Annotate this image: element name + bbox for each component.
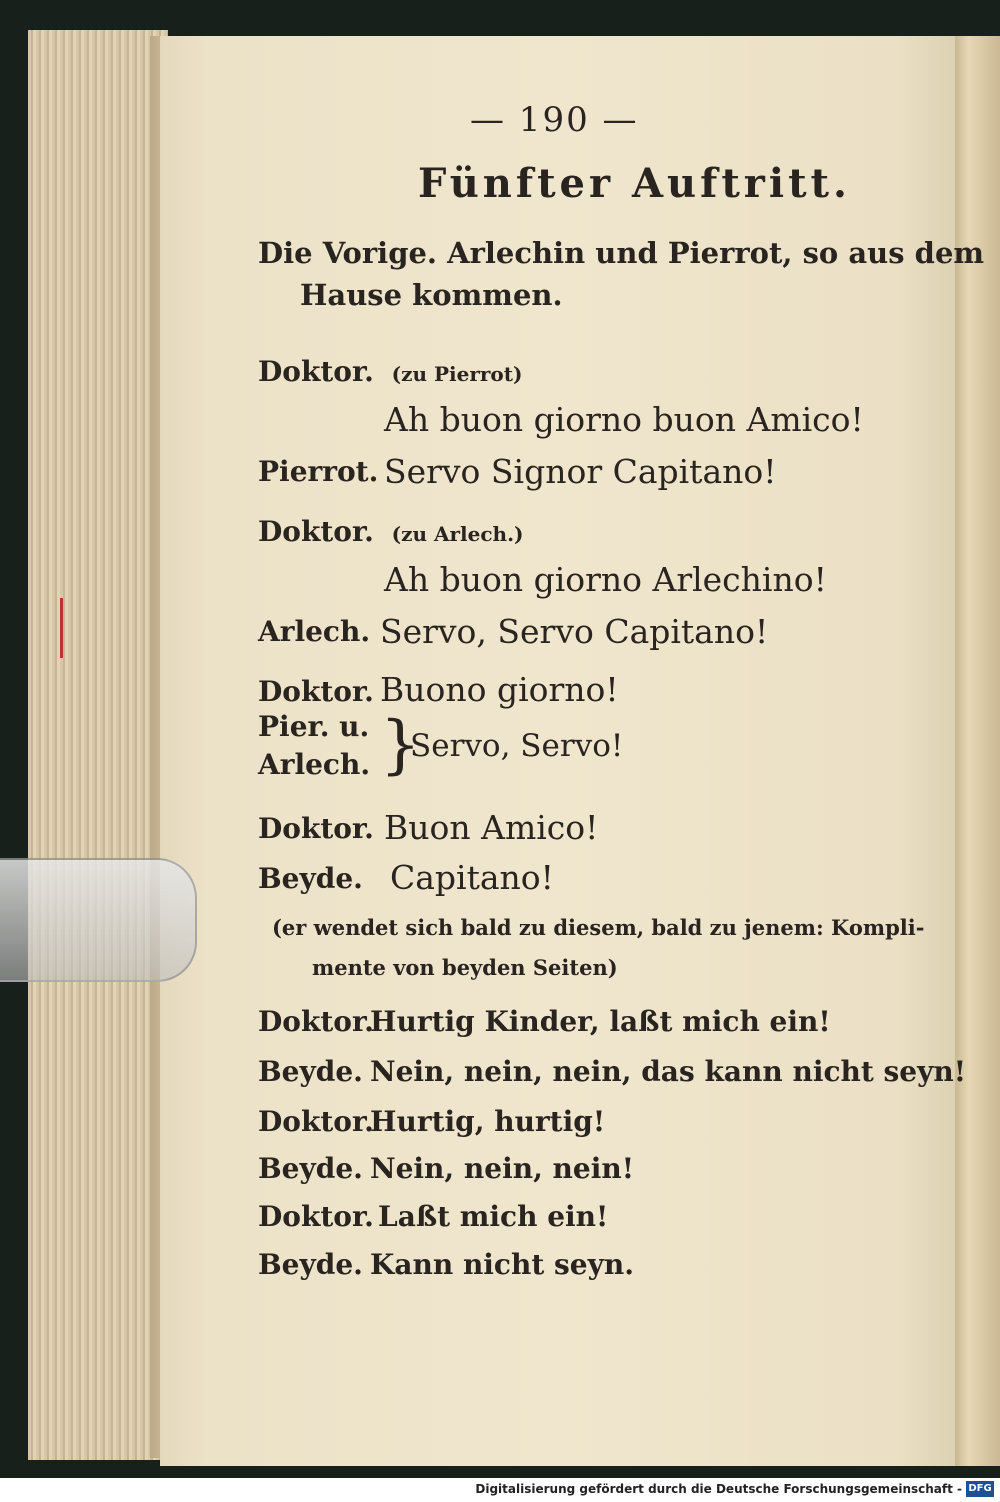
speaker-name: Arlech. [258,615,371,648]
stage-direction-inline: (zu Arlech.) [391,522,524,546]
intro-line-1: Die Vorige. Arlechin und Pierrot, so aus dem [258,236,985,270]
dialogue-text: Buon Amico! [384,808,599,847]
speaker-name: Beyde. [258,862,363,895]
dialogue-text: Nein, nein, nein! [370,1152,635,1185]
dialogue-text: Capitano! [390,858,554,897]
funding-credit: Digitalisierung gefördert durch die Deutsche Forschungsgemeinschaft - [475,1482,962,1496]
page-stack-left [28,30,168,1460]
dialogue-text: Ah buon giorno buon Amico! [384,400,864,439]
speaker-name: Arlech. [258,748,371,781]
dialogue-text: Servo Signor Capitano! [384,452,777,491]
dialogue-text: Buono giorno! [380,670,619,709]
red-marker [60,598,63,658]
speaker-name: Beyde. [258,1152,363,1185]
dialogue-text: Servo, Servo! [410,728,624,764]
stage-direction-line-2: mente von beyden Seiten) [312,955,618,980]
speaker-name: Beyde. [258,1055,363,1088]
dialogue-text: Servo, Servo Capitano! [380,612,769,651]
speaker-label [258,355,522,388]
speaker-name: Beyde. [258,1248,363,1281]
speaker-name: Doktor. [258,1200,374,1233]
speaker-name: Doktor. [258,355,374,388]
speaker-brace: } [380,708,421,782]
speaker-name: Doktor. [258,812,374,845]
dialogue-text: Nein, nein, nein, das kann nicht seyn! [370,1055,967,1088]
speaker-name: Doktor. [258,1105,374,1138]
dfg-logo: DFG [966,1481,994,1497]
speaker-label [258,515,524,548]
glass-page-holder [0,858,197,982]
dialogue-text: Hurtig, hurtig! [370,1105,606,1138]
dialogue-text: Kann nicht seyn. [370,1248,634,1281]
scene-heading: Fünfter Auftritt. [418,160,851,207]
speaker-name: Pierrot. [258,455,379,488]
dialogue-text: Laßt mich ein! [378,1200,609,1233]
stage-direction-inline: (zu Pierrot) [391,362,523,386]
page-number: — 190 — [470,100,639,140]
speaker-name: Doktor. [258,675,374,708]
speaker-name: Pier. u. [258,710,370,743]
dialogue-text: Hurtig Kinder, laßt mich ein! [370,1005,831,1038]
intro-line-2: Hause kommen. [300,278,563,312]
speaker-name: Doktor. [258,515,374,548]
speaker-name: Doktor. [258,1005,374,1038]
dialogue-text: Ah buon giorno Arlechino! [384,560,827,599]
stage-direction-line-1: (er wendet sich bald zu diesem, bald zu jenem: Kompli- [272,915,925,940]
